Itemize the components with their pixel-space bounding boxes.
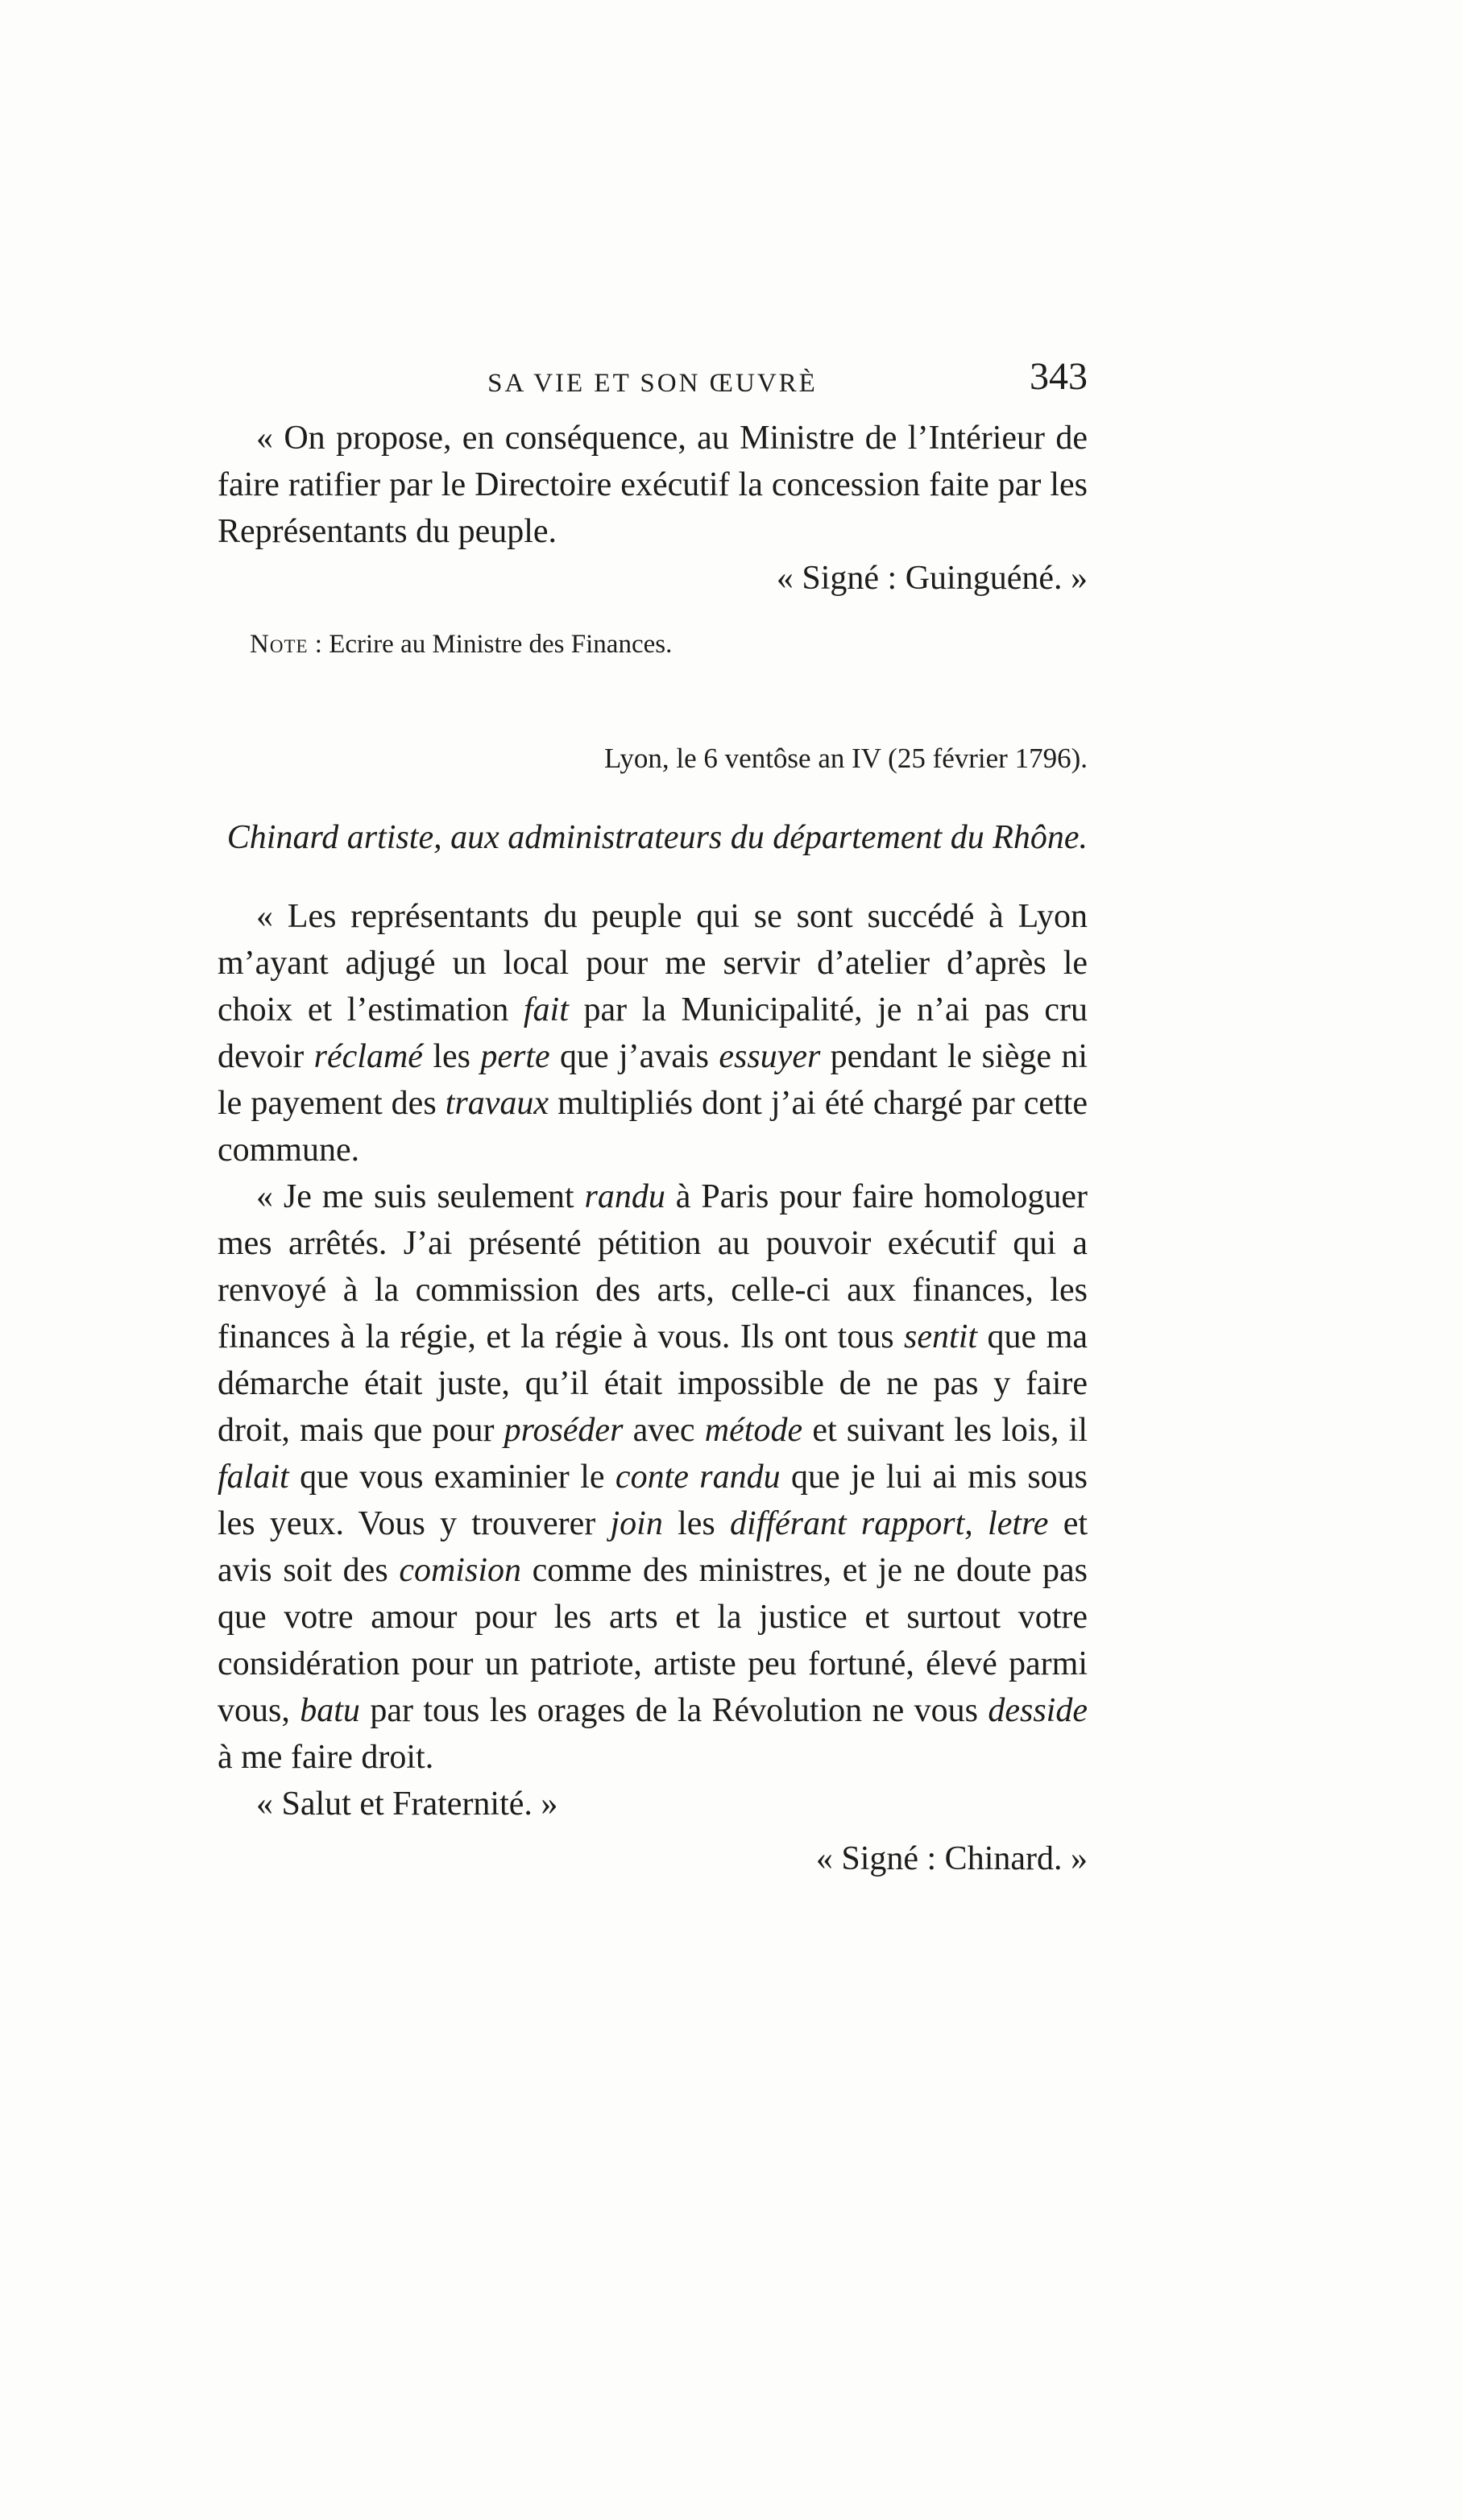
proposal-paragraph: « On propose, en conséquence, au Ministre de l’Intérieur de faire ratifier par le Directoire exécutif la concession faite par les Représentants du peuple. [218,420,1088,550]
text-run: « Les représentants du peuple qui se sont succédé à Lyon m’ayant adjugé un local pour me servir d’atelier d’après le choix et l’estimation [218,898,1088,1028]
note-label: Note [250,630,309,659]
text-run: par tous les orages de la Révolution ne vous [359,1692,988,1729]
italic-word: desside [988,1692,1088,1729]
page-number: 343 [1030,355,1088,398]
page-header [218,354,1088,411]
text-run: à Paris pour faire homologuer mes arrêtés. J’ai présenté pétition au pouvoir exécutif qui a renvoyé à la commission des arts, celle-ci aux finances, les finances à la régie, et la régie à vous. Ils ont tous [218,1178,1088,1355]
italic-word: proséder [504,1412,624,1449]
letter-title: Chinard artiste, aux administrateurs du département du Rhône. [226,819,1088,856]
text-run: que j’avais [549,1038,719,1075]
italic-word: randu [584,1178,665,1215]
letter-paragraph-2 [218,1173,1088,1781]
chinard-signature: « Signé : Chinard. » [815,1840,1088,1877]
italic-word: essuyer [719,1038,821,1075]
italic-word: fait [523,991,569,1028]
letter-paragraph-1 [218,893,1088,1173]
text-run: comme des ministres, et je ne doute pas que votre amour pour les arts et la justice et surtout votre considération pour un patriote, artiste peu fortuné, élevé parmi vous, [218,1552,1088,1729]
text-run: multipliés dont j’ai été chargé par cette commune. [218,1085,1088,1169]
text-run: pendant le siège ni le payement des [218,1038,1088,1122]
text-run: à me faire droit. [218,1739,434,1776]
running-title: SA VIE ET SON ŒUVRÈ [487,369,818,398]
guinguene-signature: « Signé : Guinguéné. » [776,560,1088,597]
italic-word: travaux [445,1085,549,1122]
italic-word: falait [218,1459,289,1496]
text-run: et suivant les lois, il [802,1412,1088,1449]
letter-closing: « Salut et Fraternité. » [256,1786,558,1823]
text-run: que je lui ai mis sous les yeux. Vous y trouverer [218,1459,1088,1542]
page-body [218,415,1088,1882]
text-run: que vous examinier le [288,1459,615,1496]
italic-word: différant rapport, letre [730,1505,1049,1542]
text-run: « Je me suis seulement [256,1178,585,1215]
italic-word: sentit [904,1318,978,1355]
italic-word: métode [704,1412,803,1449]
italic-word: comision [399,1552,521,1589]
italic-word: perte [480,1038,550,1075]
text-run: et avis soit des [218,1505,1088,1589]
text-run: les [422,1038,481,1075]
note-line [250,624,1088,664]
note-text: : Ecrire au Ministre des Finances. [308,630,673,659]
text-run: que ma démarche était juste, qu’il était impossible de ne pas y faire droit, mais que pour [218,1318,1088,1449]
text-run: avec [623,1412,705,1449]
letter-dateline: Lyon, le 6 ventôse an IV (25 février 1796). [603,743,1088,774]
italic-word: join [610,1505,663,1542]
italic-word: réclamé [313,1038,423,1075]
italic-word: conte randu [615,1459,781,1496]
text-run: les [662,1505,730,1542]
text-run: par la Municipalité, je n’ai pas cru devoir [218,991,1088,1075]
italic-word: batu [300,1692,360,1729]
